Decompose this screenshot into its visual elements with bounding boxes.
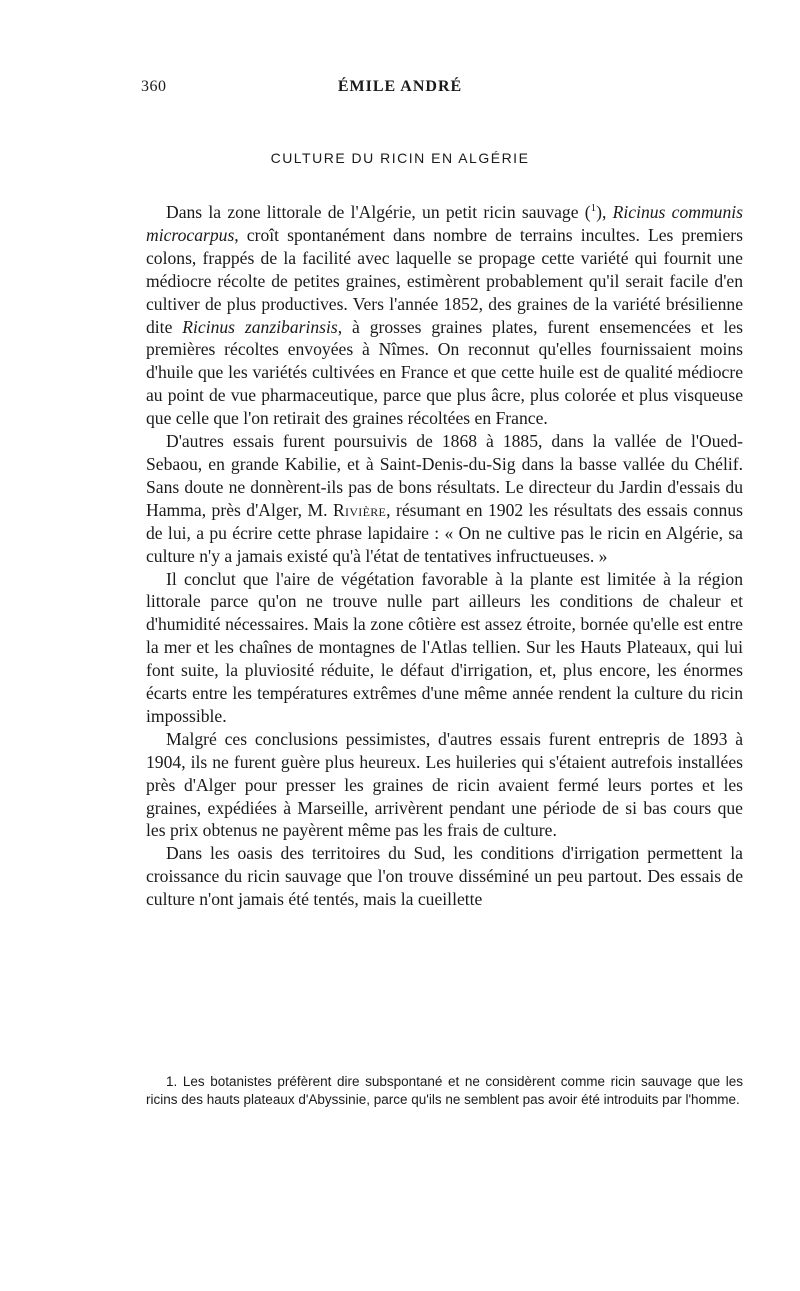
- p1-text-a: Dans la zone littorale de l'Algérie, un petit ricin sauvage (: [166, 202, 591, 222]
- variety-name: Ricinus zanzibarinsis: [182, 316, 338, 337]
- section-title: CULTURE DU RICIN EN ALGÉRIE: [270, 150, 530, 166]
- paragraph-5: Dans les oasis des territoires du Sud, les conditions d'irrigation permettent la croissance du ricin sauvage que l'on trouve disséminé un peu partout. Des essais de culture n'ont jamais été tentés, mais la cueillette: [146, 843, 743, 910]
- p2-text-a: D'autres essais furent poursuivis de 1868 à 1885, dans la vallée de l'Oued-Sebaou, en grande Kabilie, et à Saint-Denis-du-Sig dans la basse vallée du Chélif. Sans doute ne donnèrent-ils pas de bons résultats. Le directeur du Jardin d'essais du Hamma, près d'Alger, M.: [146, 431, 743, 520]
- page-header: [0, 78, 800, 102]
- paragraph-2: [146, 430, 743, 567]
- p2-text-b: , résumant en 1902 les résultats des essais connus de lui, a pu écrire cette phrase lapidaire : « On ne cultive pas le ricin en Algérie, sa culture n'y a jamais existé qu'à l'état de tentatives infructueuses. »: [146, 499, 743, 566]
- paragraph-4: Malgré ces conclusions pessimistes, d'autres essais furent entrepris de 1893 à 1904, ils ne furent guère plus heureux. Les huileries qui s'étaient autrefois installées près d'Alger pour presser les graines de ricin avaient fermé leurs portes et les graines, expédiées à Marseille, arrivèrent pendant une période de si bas cours que les prix obtenus ne payèrent même pas les frais de culture.: [146, 728, 743, 841]
- species-name: Ricinus communis microcarpus: [146, 202, 743, 245]
- p1-text-c: , croît spontanément dans nombre de terrains incultes. Les premiers colons, frappés de la facilité avec laquelle se propage cette variété qui fournit une médiocre récolte de petites graines, estimèrent probablement qu'il serait facile d'en cultiver de plus productives. Vers l'année 1852, des graines de la variété brésilienne dite: [146, 224, 743, 337]
- person-name: Rivière: [332, 499, 387, 520]
- paragraph-3: Il conclut que l'aire de végétation favorable à la plante est limitée à la région littorale parce qu'on ne trouve nulle part ailleurs les conditions de chaleur et d'humidité nécessaires. Mais la zone côtière est assez étroite, bornée qu'elle est entre la mer et les chaînes de montagnes de l'Atlas tellien. Sur les Hauts Plateaux, qui lui font suite, la pluviosité réduite, le défaut d'irrigation, et, plus encore, les énormes écarts entre les températures extrêmes d'une même année rendent la culture du ricin impossible.: [146, 568, 743, 726]
- footnote-number: 1.: [166, 1074, 178, 1089]
- page-number: 360: [141, 78, 167, 95]
- running-head: ÉMILE ANDRÉ: [337, 78, 463, 95]
- footnote-ref: 1: [590, 202, 597, 215]
- footnote-1: [146, 1073, 743, 1108]
- footnotes: [146, 1073, 743, 1108]
- p1-text-b: ),: [596, 202, 613, 222]
- footnote-text: Les botanistes préfèrent dire subspontané et ne considèrent comme ricin sauvage que les ricins des hauts plateaux d'Abyssinie, parce qu'ils ne semblent pas avoir été introduits par l'homme.: [146, 1074, 743, 1107]
- paragraph-1: [146, 201, 743, 430]
- p1-text-d: , à grosses graines plates, furent ensemencées et les premières récoltes envoyées à Nîmes. On reconnut qu'elles fournissaient moins d'huile que les variétés cultivées en France et que cette huile est de qualité médiocre au point de vue pharmaceutique, parce que plus âcre, plus colorée et plus visqueuse que celle que l'on retirait des graines récoltées en France.: [146, 316, 744, 429]
- body-text: [146, 201, 743, 911]
